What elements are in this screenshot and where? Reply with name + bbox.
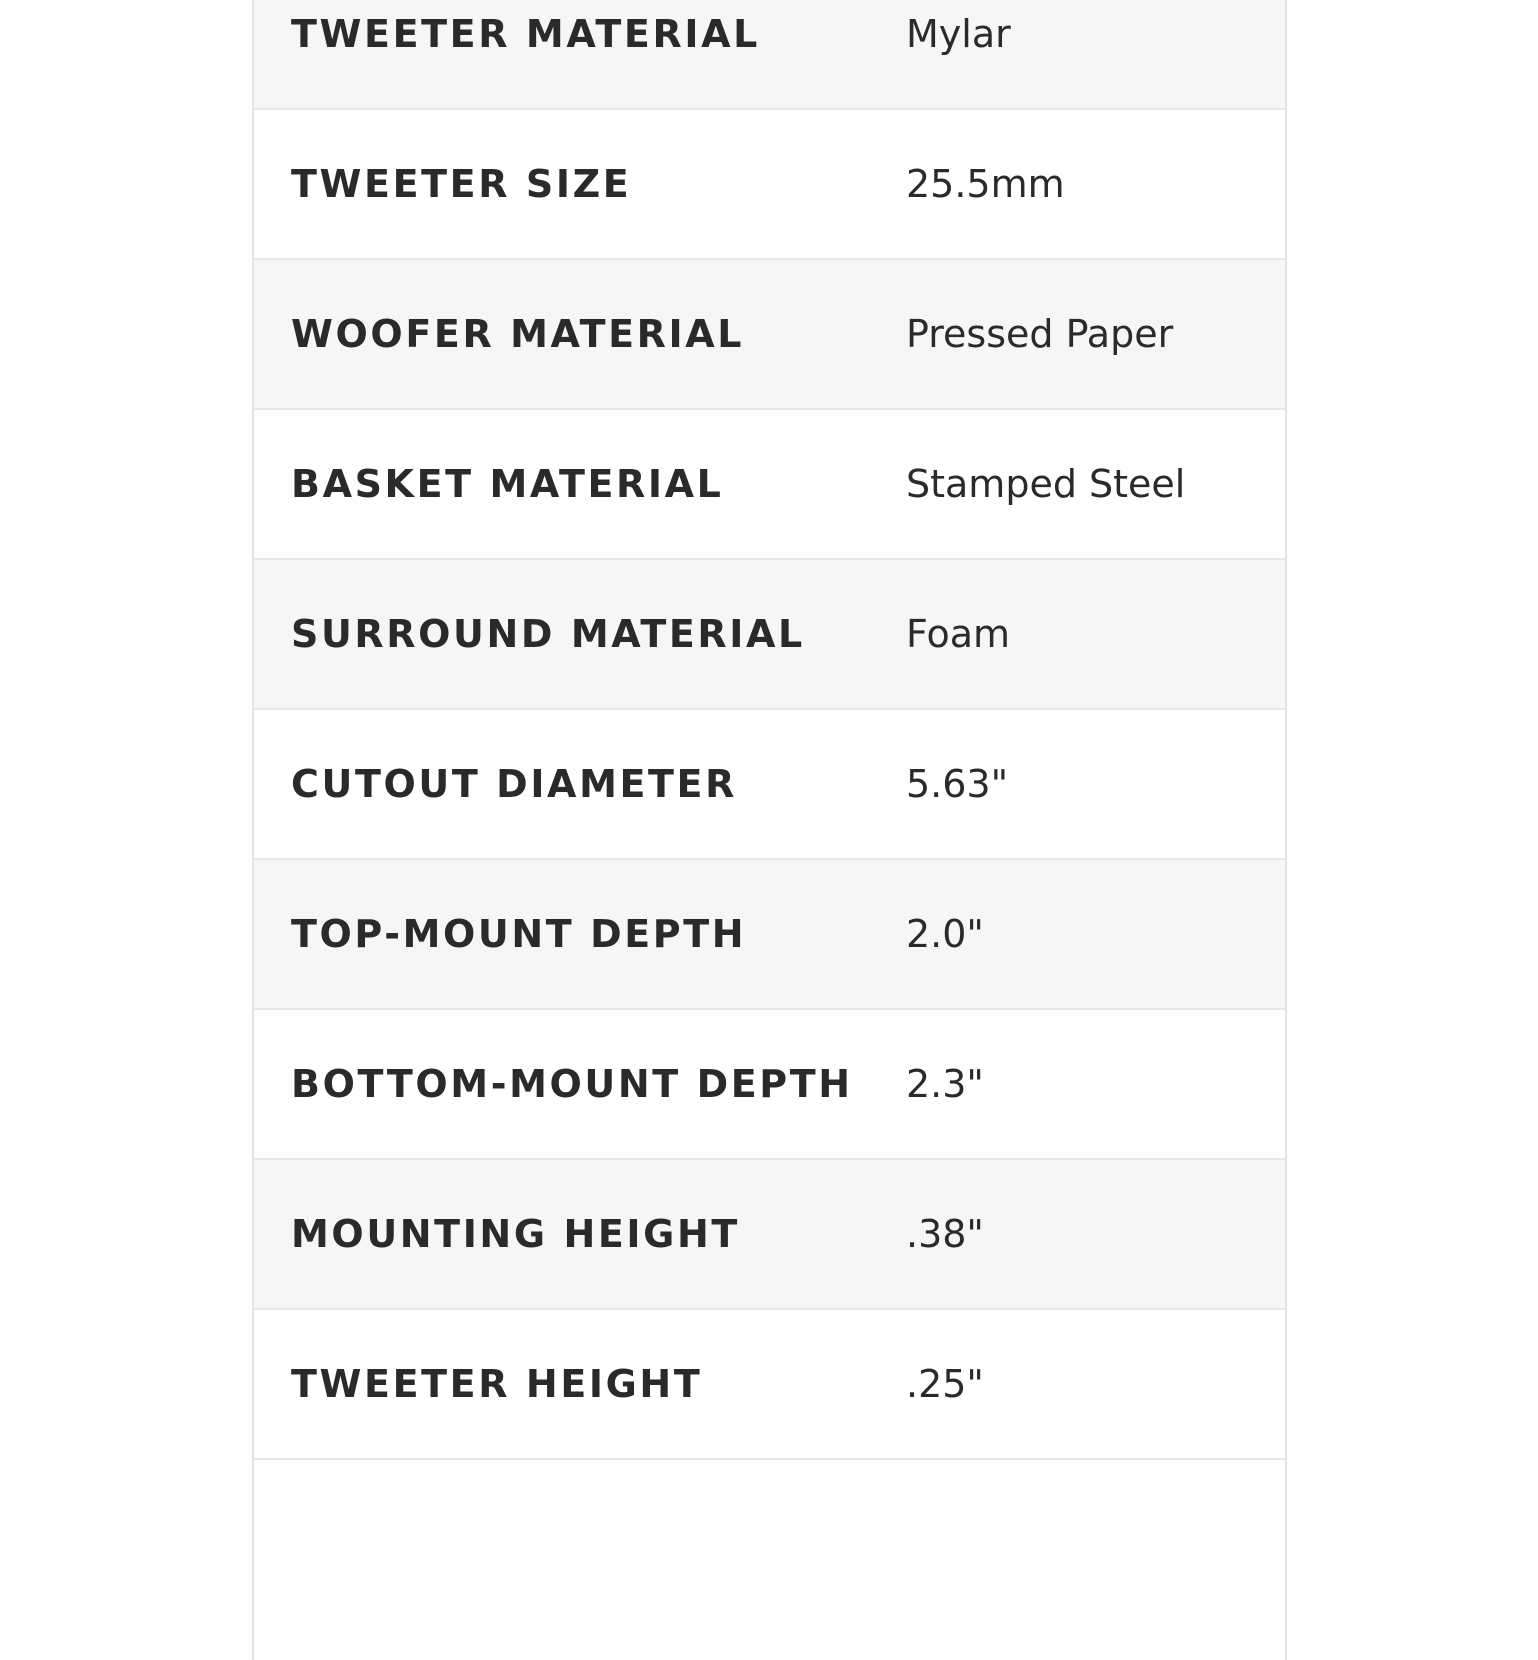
spec-row-surround-material (254, 560, 1285, 710)
spec-row-top-mount-depth (254, 860, 1285, 1010)
spec-row-woofer-material (254, 260, 1285, 410)
spec-label: TOP-MOUNT DEPTH (291, 912, 747, 956)
spec-row-basket-material (254, 410, 1285, 560)
spec-row-empty (254, 1460, 1285, 1660)
spec-label: BASKET MATERIAL (291, 462, 724, 506)
spec-label: CUTOUT DIAMETER (291, 762, 737, 806)
spec-table (252, 0, 1287, 1660)
spec-label: WOOFER MATERIAL (291, 312, 745, 356)
spec-label: TWEETER MATERIAL (291, 12, 760, 56)
spec-label: MOUNTING HEIGHT (291, 1212, 740, 1256)
spec-label: BOTTOM-MOUNT DEPTH (291, 1062, 853, 1106)
spec-value: Foam (906, 612, 1011, 656)
spec-row-tweeter-material (254, 0, 1285, 110)
spec-value: .25" (906, 1362, 984, 1406)
spec-row-bottom-mount-depth (254, 1010, 1285, 1160)
spec-label: TWEETER SIZE (291, 162, 632, 206)
spec-row-cutout-diameter (254, 710, 1285, 860)
spec-label: TWEETER HEIGHT (291, 1362, 703, 1406)
spec-value: 5.63" (906, 762, 1009, 806)
spec-value: 2.0" (906, 912, 984, 956)
spec-label: SURROUND MATERIAL (291, 612, 805, 656)
spec-value: .38" (906, 1212, 984, 1256)
spec-value: Mylar (906, 12, 1011, 56)
spec-row-tweeter-size (254, 110, 1285, 260)
spec-value: 2.3" (906, 1062, 984, 1106)
spec-value: 25.5mm (906, 162, 1065, 206)
spec-value: Pressed Paper (906, 312, 1174, 356)
spec-value: Stamped Steel (906, 462, 1186, 506)
spec-row-tweeter-height (254, 1310, 1285, 1460)
spec-row-mounting-height (254, 1160, 1285, 1310)
